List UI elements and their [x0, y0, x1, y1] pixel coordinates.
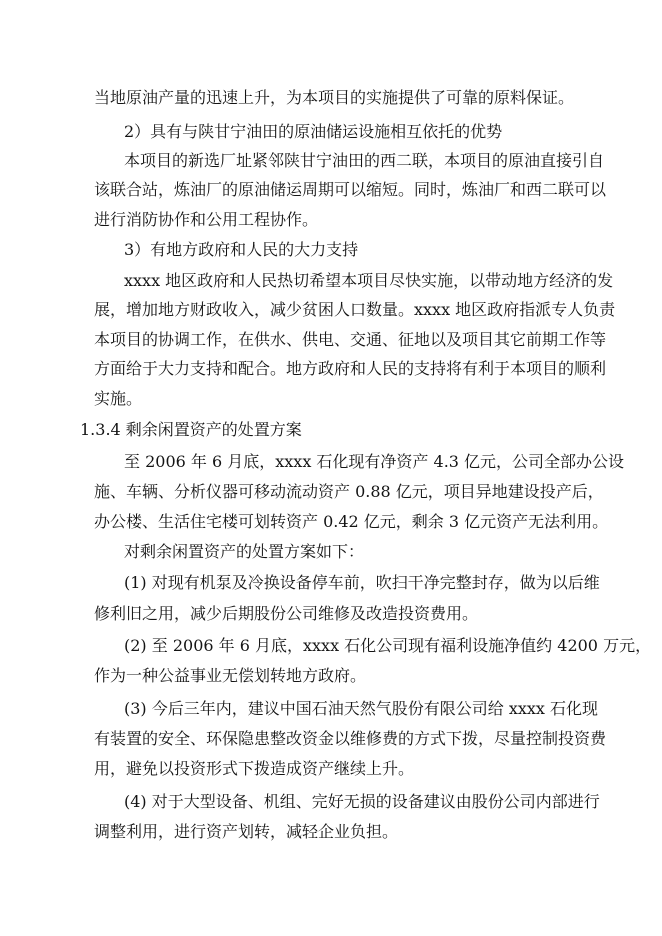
text-line: 本项目的协调工作，在供水、供电、交通、征地以及项目其它前期工作等 — [94, 330, 607, 349]
text-line: 至 2006 年 6 月底，xxxx 石化现有净资产 4.3 亿元，公司全部办公设 — [124, 452, 625, 471]
text-line: 对剩余闲置资产的处置方案如下： — [124, 542, 365, 561]
text-line: 施、车辆、分析仪器可移动流动资产 0.88 亿元，项目异地建设投产后， — [94, 482, 604, 501]
list-item-3: (3) 今后三年内，建议中国石油天然气股份有限公司给 xxxx 石化现 — [124, 699, 599, 718]
text-line: 实施。 — [94, 389, 143, 408]
list-item-1: (1) 对现有机泵及冷换设备停车前，吹扫干净完整封存，做为以后维 — [124, 573, 600, 592]
text-line: 修利旧之用，减少后期股份公司维修及改造投资费用。 — [94, 604, 479, 623]
list-item-4: (4) 对于大型设备、机组、完好无损的设备建议由股份公司内部进行 — [124, 792, 600, 811]
list-heading-2: 2）具有与陕甘宁油田的原油储运设施相互依托的优势 — [124, 122, 503, 141]
text-line: 办公楼、生活住宅楼可划转资产 0.42 亿元，剩余 3 亿元资产无法利用。 — [94, 512, 609, 531]
list-heading-3: 3）有地方政府和人民的大力支持 — [124, 240, 359, 259]
section-heading: 1.3.4 剩余闲置资产的处置方案 — [80, 420, 302, 439]
text-line: 作为一种公益事业无偿划转地方政府。 — [94, 666, 367, 685]
text-line: 本项目的新选厂址紧邻陕甘宁油田的西二联，本项目的原油直接引自 — [124, 151, 605, 170]
text-line: 当地原油产量的迅速上升，为本项目的实施提供了可靠的原料保证。 — [94, 88, 575, 107]
text-line: 该联合站，炼油厂的原油储运周期可以缩短。同时，炼油厂和西二联可以 — [94, 180, 607, 199]
text-line: 进行消防协作和公用工程协作。 — [94, 210, 319, 229]
text-line: 用，避免以投资形式下拨造成资产继续上升。 — [94, 759, 415, 778]
text-line: 展，增加地方财政收入，减少贫困人口数量。xxxx 地区政府指派专人负责 — [94, 300, 616, 319]
text-line: 调整利用，进行资产划转，减轻企业负担。 — [94, 822, 399, 841]
text-line: 方面给于大力支持和配合。地方政府和人民的支持将有利于本项目的顺利 — [94, 359, 607, 378]
list-item-2: (2) 至 2006 年 6 月底，xxxx 石化公司现有福利设施净值约 4200 万元， — [124, 636, 652, 655]
text-line: xxxx 地区政府和人民热切希望本项目尽快实施，以带动地方经济的发 — [124, 271, 614, 290]
text-line: 有装置的安全、环保隐患整改资金以维修费的方式下拨，尽量控制投资费 — [94, 729, 607, 748]
